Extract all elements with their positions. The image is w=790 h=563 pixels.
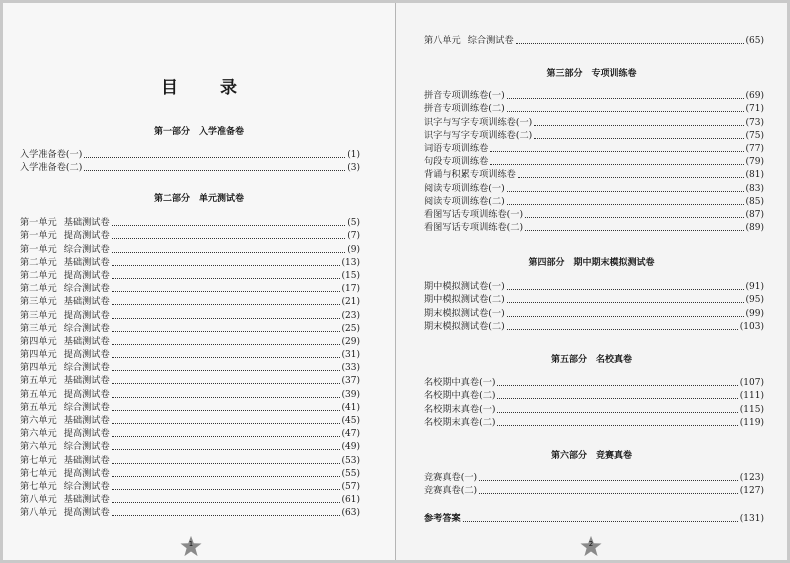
entry-page-number: (7) xyxy=(347,231,360,242)
toc-entry[interactable] xyxy=(20,348,360,361)
entry-label: 名校期中真卷(一) xyxy=(424,377,496,389)
entry-label: 综合测试卷 xyxy=(63,441,110,453)
entry-page-number: (79) xyxy=(745,157,764,168)
leader-dots xyxy=(497,398,737,399)
unit-label: 第七单元 xyxy=(20,467,57,479)
section-heading: 第六部分 竞赛真卷 xyxy=(550,451,632,461)
toc-entry[interactable] xyxy=(20,414,360,427)
toc-entry[interactable] xyxy=(424,155,764,168)
toc-entry[interactable] xyxy=(20,480,360,493)
unit-label: 第五单元 xyxy=(20,375,57,387)
leader-dots xyxy=(479,480,738,481)
leader-dots xyxy=(507,329,738,330)
entry-label: 阅读专项训练卷(二) xyxy=(424,195,505,207)
entry-page-number: (85) xyxy=(745,196,764,207)
toc-entry[interactable] xyxy=(424,471,764,484)
leader-dots xyxy=(112,476,340,477)
toc-entry[interactable] xyxy=(20,440,360,453)
entry-label: 识字与写字专项训练卷(一) xyxy=(424,116,533,128)
toc-entry[interactable] xyxy=(424,376,764,389)
entry-label: 基础测试卷 xyxy=(63,256,110,268)
leader-dots xyxy=(112,331,340,332)
toc-entry[interactable] xyxy=(424,293,764,306)
entry-page-number: (47) xyxy=(341,429,360,440)
toc-entry[interactable] xyxy=(20,308,360,321)
leader-dots xyxy=(112,318,340,319)
page-number-star xyxy=(580,535,602,557)
entry-label: 提高测试卷 xyxy=(63,467,110,479)
entry-label: 基础测试卷 xyxy=(63,217,110,229)
toc-entry[interactable] xyxy=(20,506,360,519)
toc-entry[interactable] xyxy=(424,181,764,194)
toc-entry[interactable] xyxy=(20,242,360,255)
toc-entry[interactable] xyxy=(424,416,764,429)
entry-page-number: (31) xyxy=(341,350,360,361)
entry-page-number: (69) xyxy=(745,91,764,102)
toc-entry[interactable] xyxy=(424,168,764,181)
toc-entry[interactable] xyxy=(20,427,360,440)
toc-list xyxy=(424,471,764,497)
unit-label: 第三单元 xyxy=(20,296,57,308)
toc-entry[interactable] xyxy=(20,361,360,374)
entry-page-number: (111) xyxy=(739,391,764,402)
entry-page-number: (81) xyxy=(745,170,764,181)
leader-dots xyxy=(479,493,738,494)
entry-page-number: (73) xyxy=(745,117,764,128)
entry-label: 背诵与积累专项训练卷 xyxy=(424,169,516,181)
entry-label: 基础测试卷 xyxy=(63,335,110,347)
entry-page-number: (5) xyxy=(347,218,360,229)
unit-label: 第四单元 xyxy=(20,362,57,374)
page-number: 1 xyxy=(188,540,194,548)
toc-entry[interactable] xyxy=(20,401,360,414)
entry-label: 基础测试卷 xyxy=(63,375,110,387)
unit-label: 第三单元 xyxy=(20,322,57,334)
leader-dots xyxy=(518,177,744,178)
entry-page-number: (77) xyxy=(745,143,764,154)
toc-entry[interactable] xyxy=(424,402,764,415)
leader-dots xyxy=(507,111,744,112)
entry-label: 期末模拟测试卷(二) xyxy=(424,320,505,332)
entry-page-number: (23) xyxy=(341,310,360,321)
toc-entry[interactable] xyxy=(424,306,764,319)
entry-label: 基础测试卷 xyxy=(63,454,110,466)
unit-label: 第八单元 xyxy=(20,507,57,519)
entry-page-number: (21) xyxy=(341,297,360,308)
leader-dots xyxy=(534,125,743,126)
entry-label: 词语专项训练卷 xyxy=(424,142,489,154)
entry-page-number: (123) xyxy=(739,473,764,484)
entry-page-number: (119) xyxy=(739,417,764,428)
entry-label: 句段专项训练卷 xyxy=(424,156,489,168)
toc-entry[interactable] xyxy=(424,320,764,333)
entry-label: 名校期中真卷(二) xyxy=(424,390,496,402)
leader-dots xyxy=(497,385,737,386)
toc-entry[interactable]: 入学准备卷(一) (1) xyxy=(20,149,360,161)
entry-page-number: (37) xyxy=(341,376,360,387)
leader-dots xyxy=(112,291,340,292)
leader-dots xyxy=(112,278,340,279)
entry-page-number: (91) xyxy=(745,282,764,293)
leader-dots xyxy=(112,252,346,253)
entry-label: 综合测试卷 xyxy=(63,243,110,255)
entry-page-number: (49) xyxy=(341,442,360,453)
unit-label: 第五单元 xyxy=(20,401,57,413)
toc-entry[interactable] xyxy=(20,269,360,282)
entry-label: 名校期末真卷(二) xyxy=(424,416,496,428)
toc-entry[interactable] xyxy=(424,389,764,402)
entry-page-number: (53) xyxy=(341,455,360,466)
leader-dots xyxy=(112,515,340,516)
toc-entry[interactable] xyxy=(20,453,360,466)
entry-label: 提高测试卷 xyxy=(63,230,110,242)
toc-entry[interactable] xyxy=(424,280,764,293)
entry-label: 综合测试卷 xyxy=(63,283,110,295)
right-page xyxy=(396,3,787,560)
entry-page-number: (55) xyxy=(341,468,360,479)
toc-entry[interactable] xyxy=(20,374,360,387)
toc-entry[interactable] xyxy=(424,484,764,497)
leader-dots xyxy=(112,383,340,384)
section-heading: 第四部分 期中期末模拟测试卷 xyxy=(528,258,655,268)
entry-label: 基础测试卷 xyxy=(63,415,110,426)
section-heading: 第三部分 专项训练卷 xyxy=(546,69,637,79)
page-number-star xyxy=(180,535,202,557)
toc-entry[interactable] xyxy=(20,493,360,506)
unit-label: 第八单元 xyxy=(20,494,57,506)
page-title: 目 录 xyxy=(161,78,255,98)
entry-page-number: (127) xyxy=(739,486,764,497)
entry-page-number: (15) xyxy=(341,270,360,281)
entry-label: 看图写话专项训练卷(二) xyxy=(424,222,524,234)
entry-label: 综合测试卷 xyxy=(63,322,110,334)
entry-page-number: (115) xyxy=(739,404,764,415)
unit-label: 第六单元 xyxy=(20,441,57,453)
entry-label: 综合测试卷 xyxy=(63,362,110,374)
entry-label: 基础测试卷 xyxy=(63,494,110,506)
leader-dots xyxy=(112,423,340,424)
leader-dots xyxy=(112,463,340,464)
toc-entry[interactable] xyxy=(424,89,764,102)
unit-label: 第五单元 xyxy=(20,388,57,400)
page-number: 2 xyxy=(588,540,594,548)
leader-dots xyxy=(112,344,340,345)
leader-dots xyxy=(507,316,744,317)
book-spread xyxy=(3,3,787,560)
toc-entry[interactable]: 入学准备卷(二) (3) xyxy=(20,162,360,174)
entry-page-number: (61) xyxy=(341,495,360,506)
leader-dots xyxy=(112,225,346,226)
leader-dots xyxy=(507,204,744,205)
leader-dots xyxy=(112,370,340,371)
toc-list xyxy=(424,89,764,234)
entry-page-number: (9) xyxy=(347,244,360,255)
entry-page-number: (83) xyxy=(745,183,764,194)
entry-label: 期中模拟测试卷(二) xyxy=(424,294,505,306)
leader-dots xyxy=(507,302,744,303)
leader-dots xyxy=(525,217,743,218)
left-page xyxy=(3,3,396,560)
entry-page-number: (87) xyxy=(745,209,764,220)
toc-entry[interactable] xyxy=(424,142,764,155)
entry-page-number: (39) xyxy=(341,389,360,400)
entry-label: 提高测试卷 xyxy=(63,388,110,400)
leader-dots xyxy=(525,230,743,231)
entry-label: 阅读专项训练卷(一) xyxy=(424,182,505,194)
toc-list xyxy=(20,216,360,519)
section-heading: 第五部分 名校真卷 xyxy=(550,355,632,365)
leader-dots xyxy=(112,238,346,239)
entry-label: 提高测试卷 xyxy=(63,428,110,440)
entry-page-number: (17) xyxy=(341,284,360,295)
toc-entry[interactable] xyxy=(20,467,360,480)
leader-dots xyxy=(112,265,340,266)
leader-dots xyxy=(112,397,340,398)
leader-dots xyxy=(112,502,340,503)
entry-label: 拼音专项训练卷(一) xyxy=(424,90,505,102)
entry-page-number: (103) xyxy=(739,321,764,332)
toc-list xyxy=(424,376,764,429)
unit-label: 第一单元 xyxy=(20,243,57,255)
toc-entry[interactable] xyxy=(20,387,360,400)
unit-label: 第一单元 xyxy=(20,217,57,229)
toc-entry[interactable] xyxy=(424,115,764,128)
leader-dots xyxy=(112,357,340,358)
toc-list xyxy=(424,34,764,47)
toc-entry[interactable] xyxy=(20,229,360,242)
entry-page-number: (71) xyxy=(745,104,764,115)
leader-dots xyxy=(490,164,743,165)
toc-entry[interactable] xyxy=(424,195,764,208)
leader-dots xyxy=(507,98,744,99)
entry-label: 识字与写字专项训练卷(二) xyxy=(424,129,533,141)
entry-label: 期末模拟测试卷(一) xyxy=(424,307,505,319)
unit-label: 第一单元 xyxy=(20,230,57,242)
entry-label: 名校期末真卷(一) xyxy=(424,403,496,415)
toc-entry[interactable] xyxy=(424,221,764,234)
entry-label: 提高测试卷 xyxy=(63,309,110,321)
leader-dots xyxy=(490,151,743,152)
unit-label: 第六单元 xyxy=(20,428,57,440)
unit-label: 第四单元 xyxy=(20,349,57,361)
leader-dots xyxy=(507,191,744,192)
toc-entry[interactable] xyxy=(20,322,360,335)
unit-label: 第七单元 xyxy=(20,454,57,466)
entry-page-number: (95) xyxy=(745,295,764,306)
section-heading: 第二部分 单元测试卷 xyxy=(153,194,244,204)
unit-label: 第六单元 xyxy=(20,415,57,426)
entry-page-number: (41) xyxy=(341,402,360,413)
entry-page-number: (33) xyxy=(341,363,360,374)
toc-entry[interactable] xyxy=(424,129,764,142)
entry-label: 综合测试卷 xyxy=(63,480,110,492)
unit-label: 第七单元 xyxy=(20,480,57,492)
entry-page-number: (63) xyxy=(341,508,360,519)
toc-list xyxy=(424,512,764,525)
leader-dots xyxy=(112,449,340,450)
toc-list xyxy=(20,148,360,174)
leader-dots xyxy=(112,410,340,411)
entry-page-number: (99) xyxy=(745,308,764,319)
unit-label: 第三单元 xyxy=(20,309,57,321)
toc-entry[interactable] xyxy=(20,256,360,269)
leader-dots xyxy=(497,425,737,426)
toc-entry[interactable] xyxy=(20,216,360,229)
entry-label: 提高测试卷 xyxy=(63,269,110,281)
leader-dots xyxy=(497,412,737,413)
entry-label: 基础测试卷 xyxy=(63,296,110,308)
leader-dots xyxy=(112,489,340,490)
entry-page-number: (107) xyxy=(739,378,764,389)
leader-dots xyxy=(112,304,340,305)
unit-label: 第二单元 xyxy=(20,269,57,281)
toc-list xyxy=(424,280,764,333)
entry-label: 提高测试卷 xyxy=(63,507,110,519)
leader-dots xyxy=(112,436,340,437)
entry-label: 提高测试卷 xyxy=(63,349,110,361)
toc-entry-answers[interactable]: 参考答案 (131) xyxy=(424,513,764,525)
unit-label: 第四单元 xyxy=(20,335,57,347)
toc-entry[interactable] xyxy=(20,282,360,295)
entry-page-number: (57) xyxy=(341,481,360,492)
unit-label: 第二单元 xyxy=(20,256,57,268)
toc-entry[interactable] xyxy=(424,102,764,115)
entry-page-number: (89) xyxy=(745,223,764,234)
entry-page-number: (75) xyxy=(745,130,764,141)
leader-dots xyxy=(534,138,743,139)
entry-page-number: (13) xyxy=(341,257,360,268)
toc-entry[interactable] xyxy=(424,208,764,221)
section-heading: 第一部分 入学准备卷 xyxy=(153,127,244,137)
entry-page-number: (29) xyxy=(341,336,360,347)
entry-label: 看图写话专项训练卷(一) xyxy=(424,208,524,220)
entry-label: 综合测试卷 xyxy=(63,401,110,413)
unit-label: 第二单元 xyxy=(20,283,57,295)
entry-page-number: (25) xyxy=(341,323,360,334)
entry-label: 拼音专项训练卷(二) xyxy=(424,103,505,115)
entry-label: 竞赛真卷(一) xyxy=(424,472,478,484)
toc-entry[interactable] xyxy=(20,335,360,348)
toc-entry[interactable] xyxy=(20,295,360,308)
entry-page-number: (45) xyxy=(341,416,360,426)
toc-entry[interactable]: 第八单元 综合测试卷 (65) xyxy=(424,35,764,47)
leader-dots xyxy=(507,289,744,290)
entry-label: 期中模拟测试卷(一) xyxy=(424,281,505,293)
entry-label: 竞赛真卷(二) xyxy=(424,485,478,497)
